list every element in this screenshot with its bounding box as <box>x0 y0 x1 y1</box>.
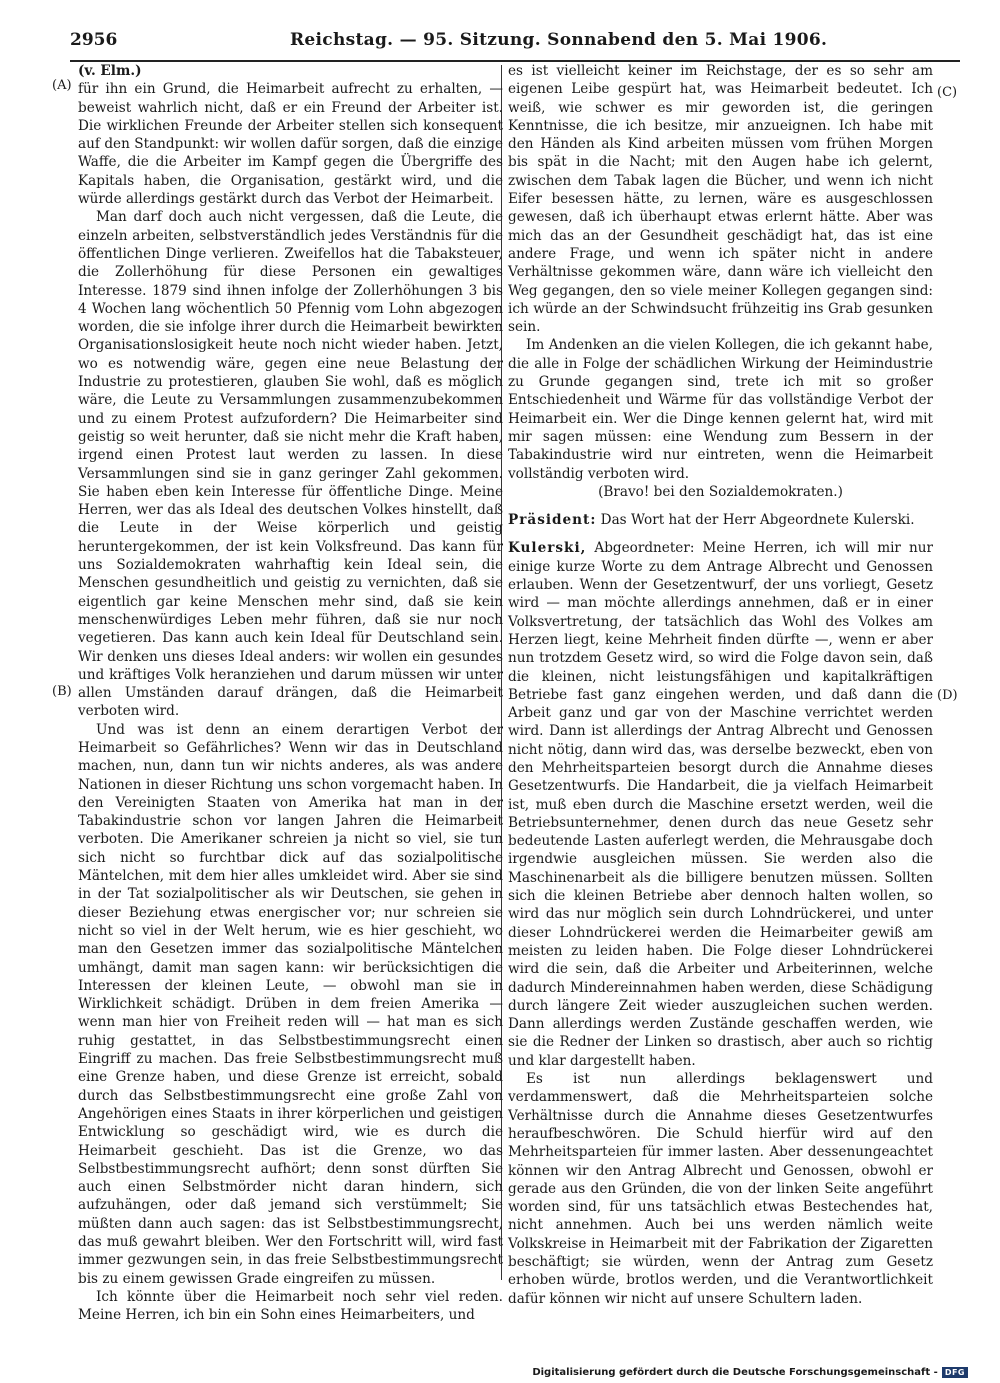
right-paragraph: Im Andenken an die vielen Kollegen, die ich gekannt habe, die alle in Folge der schädlichen Wirkung der Heimindustrie zu Grunde gegangen sind, trete ich mit so großer Entschiedenheit und Wärme für das vollständige Verbot der Heimarbeit ein. Wer die Dinge kennen gelernt hat, wird mit mir sagen müssen: eine Wendung zum Bessern in der Tabakindustrie wird nur eintreten, wenn die Heimarbeit vollständig verboten wird. <box>508 337 933 482</box>
page-header <box>70 30 960 62</box>
kulerski-text: Abgeordneter: Meine Herren, ich will mir nur einige kurze Worte zu dem Antrage Albrecht und Genossen erlauben. Wenn der Gesetzentwurf, der uns vorliegt, Gesetz wird — man möchte allerdings annehmen, daß er in einer Volksvertretung, der tatsächlich das Wohl des Volkes am Herzen liegt, keine Mehrheit finden dürfte —, wenn er aber nun trotzdem Gesetz wird, so wird die Folge davon sein, daß die kleinen, nicht leistungsfähigen und kapitalkräftigen Betriebe fast ganz eingehen werden, und daß dann die Arbeit ganz und gar von der Maschine verrichtet werden wird. Dann ist allerdings der Antrag Albrecht und Genossen nicht nötig, dann wird das, was derselbe bezweckt, eben von den Mehrheitsparteien besorgt durch die Annahme dieses Gesetzentwurfs. Die Handarbeit, die ja vielfach Heimarbeit ist, muß eben durch die Maschine ersetzt werden, weil die Betriebsunternehmer, denen durch das neue Gesetz sehr bedeutende Lasten auferlegt werden, die Mehrausgabe doch irgendwie ausgleichen müssen. Sie werden also die Maschinenarbeit als die billigere benutzen müssen. Sollten sich die kleinen Betriebe aber dennoch halten wollen, so wird das nur möglich sein durch Lohndrückerei, und unter dieser Lohndrückerei werden die Heimarbeiter gewiß am meisten zu leiden haben. Die Folge dieser Lohndrückerei wird die sein, daß die Arbeiter und Arbeiterinnen, welche dadurch Mindereinnahmen haben werden, diese Schädigung durch längere Zeit wieder auszugleichen suchen werden. Dann allerdings werden Zustände geschaffen werden, wie sie die Redner der Linken so drastisch, aber auch so richtig und klar dargestellt haben. <box>508 540 933 1069</box>
margin-mark-c: (C) <box>937 85 958 100</box>
left-column <box>78 62 503 1324</box>
page-number: 2956 <box>70 30 118 50</box>
right-paragraph: es ist vielleicht keiner im Reichstage, der es so sehr am eigenen Leibe gespürt hat, was Heimarbeit bedeutet. Ich weiß, wie schwer es mir geworden ist, die geringen Kenntnisse, die ich besitze, mir anzueignen. Ich habe mit den Händen als Kind arbeiten müssen vom frühen Morgen bis spät in die Nacht; mit den Augen habe ich gelernt, zwischen dem Tabak lagen die Bücher, und wenn ich nicht Eifer besessen hätte, zu lernen, wäre es ausgeschlossen gewesen, daß ich überhaupt etwas erlernt hätte. Aber was mich das an der Gesundheit geschädigt hat, das ist eine andere Frage, und wenn ich später nicht in andere Verhältnisse gekommen wäre, dann wäre ich vielleicht den Weg gegangen, den so viele meiner Kollegen gegangen sind: ich würde an der Schwindsucht frühzeitig ins Grab gesunken sein. <box>508 63 933 336</box>
kulerski-speech <box>508 539 933 1070</box>
left-paragraph: Man darf doch auch nicht vergessen, daß die Leute, die einzeln arbeiten, selbstverständlich jedes Verständnis für die öffentlichen Dinge verlieren. Zweifellos hat die Tabaksteuer, die Zollerhöhung für diese Personen ein gewaltiges Interesse. 1879 sind ihnen infolge der Zollerhöhungen 3 bis 4 Wochen lang wöchentlich 50 Pfennig vom Lohn abgezogen worden, die sie infolge ihrer durch die Heimarbeit bewirkten Organisationslosigkeit heute noch nicht wieder haben. Jetzt, wo es notwendig wäre, gegen eine neue Belastung der Industrie zu protestieren, glauben Sie wohl, daß es möglich wäre, die Leute zu Versammlungen zusammenzubekommen und zu einem Protest aufzufordern? Die Heimarbeiter sind geistig so weit herunter, daß sie nicht mehr die Kraft haben, irgend einen Protest laut werden zu lassen. In diese Versammlungen sind sie in ganz geringer Zahl gekommen. Sie haben eben kein Interesse für öffentliche Dinge. Meine Herren, wer das als Ideal des deutschen Volkes hinstellt, daß die Leute in der Weise körperlich und geistig heruntergekommen, der ist kein Volksfreund. Das kann für uns Sozialdemokraten wahrhaftig kein Ideal sein, die Menschen gesundheitlich und geistig zu vernichten, daß sie eigentlich gar keine Menschen mehr sind, daß sie kein menschenwürdiges Leben mehr führen, daß sie nur noch vegetieren. Das kann auch kein Ideal für Deutschland sein. Wir denken uns dieses Ideal anders: wir wollen ein gesundes und kräftiges Volk heranziehen und darum müssen wir unter allen Umständen darauf drängen, daß die Heimarbeit verboten wird. <box>78 209 503 720</box>
margin-mark-a: (A) <box>52 78 72 93</box>
applause-note: (Bravo! bei den Sozialdemokraten.) <box>598 483 843 500</box>
footer-text: Digitalisierung gefördert durch die Deutsche Forschungsgemeinschaft - <box>532 1366 938 1378</box>
dfg-logo-icon: DFG <box>942 1367 968 1378</box>
right-paragraph: Es ist nun allerdings beklagenswert und verdammenswert, daß die Mehrheitsparteien solche Verhältnisse durch die Annahme dieses Gesetzentwurfes heraufbeschwören. Die Schuld hierfür wird auf den Mehrheitsparteien für immer lasten. Aber dessenungeachtet können wir den Antrag Albrecht und Genossen, obwohl er gerade aus den Gründen, die von der linken Seite angeführt worden sind, für uns tatsächlich etwas Bestechendes hat, nicht annehmen. Auch bei uns werden nämlich weite Volkskreise in Heimarbeit mit der Fabrikation der Zigaretten beschäftigt; sie würden, wenn der Antrag zum Gesetz erhoben würde, brotlos werden, und die Verantwortlichkeit dafür können wir nicht auf unsere Schultern laden. <box>508 1071 933 1307</box>
president-remark <box>508 511 933 529</box>
margin-mark-d: (D) <box>937 688 958 703</box>
left-paragraph: für ihn ein Grund, die Heimarbeit aufrecht zu erhalten, — beweist wahrlich nicht, daß er ein Freund der Arbeiter ist. Die wirklichen Freunde der Arbeiter stellen sich konsequent auf den Standpunkt: wir wollen dafür sorgen, daß die einzige Waffe, die die Arbeiter im Kampf gegen die Übergriffe des Kapitals haben, die Organisation, gestärkt wird, und die würde allerdings gestärkt durch das Verbot der Heimarbeit. <box>78 81 503 208</box>
right-column <box>508 62 933 1308</box>
speaker-tag: (v. Elm.) <box>78 63 142 79</box>
speaker-name-kulerski: Kulerski, <box>508 540 587 557</box>
left-paragraph: Ich könnte über die Heimarbeit noch sehr viel reden. Meine Herren, ich bin ein Sohn eines Heimarbeiters, und <box>78 1288 503 1324</box>
digitization-footer <box>532 1364 968 1380</box>
president-text: Das Wort hat der Herr Abgeordnete Kulerski. <box>596 512 915 529</box>
left-paragraph: Und was ist denn an einem derartigen Verbot der Heimarbeit so Gefährliches? Wenn wir das in Deutschland machen, nun, dann tun wir nichts anderes, als was andere Nationen in dieser Richtung uns schon vorgemacht haben. In den Vereinigten Staaten von Amerika hat man in der Tabakindustrie schon vor langen Jahren die Heimarbeit verboten. Die Amerikaner schreien ja nicht so viel, sie tun sich nicht so furchtbar dick auf das sozialpolitische Mäntelchen, mit dem hier alles umkleidet wird. Aber sie sind in der Tat sozialpolitischer als wir Deutschen, sie gehen in dieser Beziehung etwas energischer vor; nur schreien sie nicht so viel in der Welt herum, wie es hier geschieht, wo man den Gesetzen immer das sozialpolitische Mäntelchen umhängt, damit man sagen kann: wir berücksichtigen die Interessen der kleinen Leute, — obwohl man sie in Wirklichkeit schädigt. Drüben in dem freien Amerika — wenn man hier von Freiheit reden will — hat man es sich ruhig gestattet, in das Selbstbestimmungsrecht einen Eingriff zu machen. Das freie Selbstbestimmungsrecht muß eine Grenze haben, und diese Grenze ist erreicht, sobald durch das Selbstbestimmungsrecht eine große Zahl von Angehörigen eines Staats in ihrer körperlichen und geistigen Entwicklung so geschädigt wird, wie es durch die Heimarbeit geschieht. Das ist die Grenze, wo das Selbstbestimmungsrecht aufhört; denn sonst dürften Sie auch einen Selbstmörder nicht daran hindern, sich aufzuhängen, oder daß jemand sich verstümmelt; Sie müßten dann auch sagen: das ist Selbstbestimmungsrecht, das muß gewahrt bleiben. Wer den Fortschritt will, wird fast immer gezwungen sein, in das freie Selbstbestimmungsrecht bis zu einem gewissen Grade eingreifen zu müssen. <box>78 721 503 1287</box>
margin-mark-b: (B) <box>52 684 72 699</box>
running-head: Reichstag. — 95. Sitzung. Sonnabend den 5. Mai 1906. <box>290 30 828 50</box>
speaker-name-president: Präsident: <box>508 512 597 529</box>
